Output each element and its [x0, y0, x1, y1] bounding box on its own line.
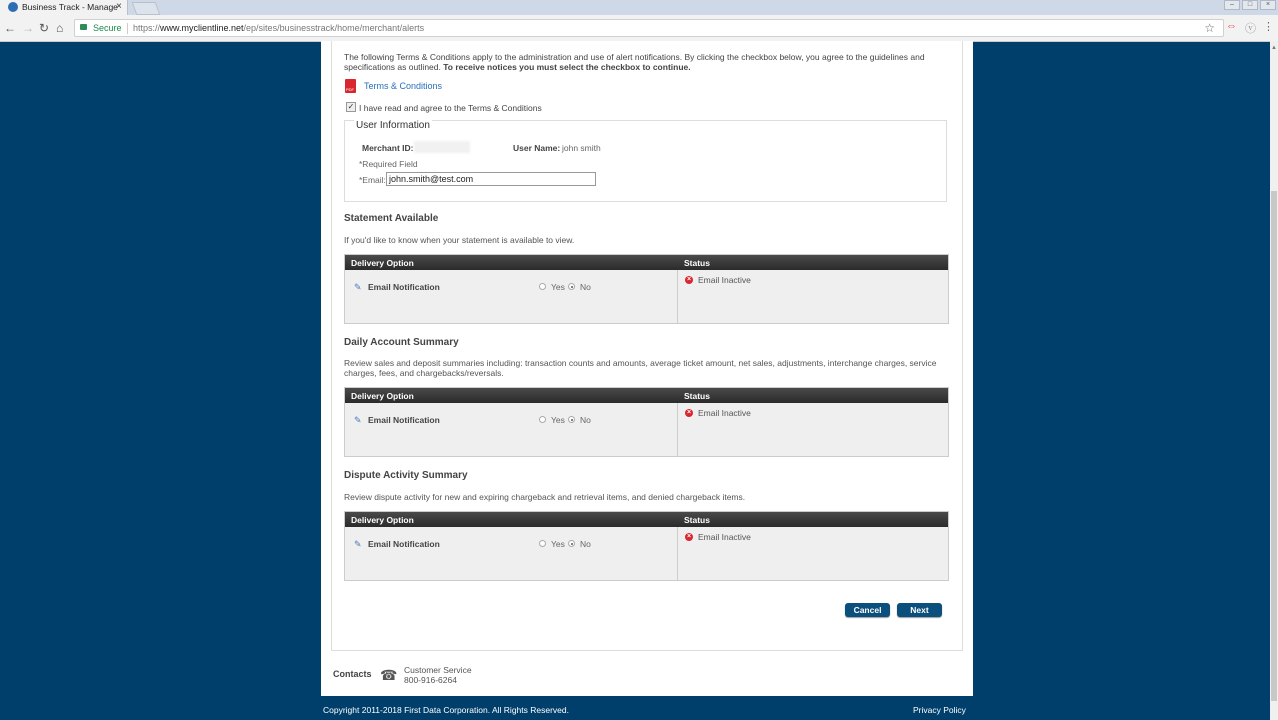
extension-icon[interactable]: ⇔ [1226, 20, 1237, 32]
cancel-button[interactable]: Cancel [845, 603, 890, 617]
yes-label: Yes [551, 415, 565, 425]
copyright-text: Copyright 2011-2018 First Data Corporation. All Rights Reserved. [323, 705, 569, 715]
yes-radio[interactable] [539, 416, 546, 423]
delivery-table-daily [344, 387, 949, 457]
table-header [345, 255, 948, 270]
divider [677, 270, 678, 324]
terms-link[interactable]: Terms & Conditions [364, 81, 443, 91]
browser-tab[interactable] [0, 0, 128, 15]
table-header [345, 388, 948, 403]
notification-icon: ✎ [354, 282, 362, 292]
status-header: Status [684, 391, 710, 401]
delivery-option-header: Delivery Option [351, 391, 414, 401]
new-tab-button[interactable] [132, 2, 161, 15]
error-x-icon: × [686, 409, 692, 416]
window-controls [1224, 0, 1276, 10]
back-arrow-icon[interactable]: ← [4, 21, 16, 35]
terms-intro: The following Terms & Conditions apply to the administration and use of alert notifications. By clicking the checkbox below, you agree to the guidelines and specifications as outlined. To receive notices you must select the checkbox to continue. [344, 52, 925, 72]
lock-icon [80, 24, 87, 30]
option-label: Email Notification [368, 415, 440, 425]
merchant-id-label: Merchant ID: [362, 143, 414, 153]
browser-tab-bar [0, 0, 1278, 15]
next-button[interactable]: Next [897, 603, 942, 617]
error-x-icon: × [686, 533, 692, 540]
close-window-icon[interactable]: × [1260, 0, 1276, 10]
notification-icon: ✎ [354, 539, 362, 549]
delivery-table-dispute [344, 511, 949, 581]
scroll-up-icon[interactable]: ▲ [1271, 45, 1277, 51]
scrollbar-thumb[interactable] [1271, 191, 1277, 701]
tab-close-icon[interactable]: × [116, 1, 122, 12]
no-label: No [580, 539, 591, 549]
browser-toolbar [0, 15, 1278, 42]
user-name-value: john smith [562, 143, 601, 153]
home-icon[interactable]: ⌂ [56, 21, 64, 35]
delivery-option-header: Delivery Option [351, 258, 414, 268]
no-label: No [580, 282, 591, 292]
user-information-box [344, 120, 947, 202]
delivery-option-header: Delivery Option [351, 515, 414, 525]
no-label: No [580, 415, 591, 425]
divider [677, 527, 678, 581]
menu-icon[interactable]: ⋮ [1263, 21, 1274, 33]
no-radio[interactable] [568, 283, 575, 290]
extension-v-icon[interactable]: ⓥ [1245, 23, 1256, 35]
user-information-legend: User Information [356, 120, 430, 131]
section-description: Review sales and deposit summaries including: transaction counts and amounts, average ticket amount, net sales, adjustments, interchange charges, service charges, fees, and chargebacks/reversals. [344, 358, 937, 378]
page-scrollbar[interactable] [1270, 41, 1278, 720]
pdf-icon [345, 79, 356, 93]
delivery-table-statement [344, 254, 949, 324]
forward-arrow-icon[interactable]: → [22, 21, 34, 35]
section-description: Review dispute activity for new and expiring chargeback and retrieval items, and denied chargeback items. [344, 492, 746, 502]
section-title: Dispute Activity Summary [344, 470, 468, 481]
merchant-id-value [414, 141, 470, 153]
maximize-icon[interactable]: □ [1242, 0, 1258, 10]
option-label: Email Notification [368, 539, 440, 549]
section-title: Daily Account Summary [344, 337, 459, 348]
bookmark-star-icon[interactable]: ☆ [1204, 21, 1215, 35]
customer-service-phone: 800-916-6264 [404, 675, 457, 685]
divider [127, 23, 128, 34]
error-x-icon: × [686, 276, 692, 283]
yes-label: Yes [551, 539, 565, 549]
contacts-label: Contacts [333, 669, 372, 679]
divider [677, 403, 678, 457]
phone-icon: ☎ [380, 667, 398, 683]
email-field[interactable]: john.smith@test.com [386, 172, 596, 186]
status-header: Status [684, 515, 710, 525]
table-header [345, 512, 948, 527]
status-header: Status [684, 258, 710, 268]
address-bar[interactable] [74, 19, 1224, 37]
minimize-icon[interactable]: – [1224, 0, 1240, 10]
customer-service-label: Customer Service [404, 665, 472, 675]
agree-label: I have read and agree to the Terms & Conditions [359, 103, 542, 113]
yes-radio[interactable] [539, 283, 546, 290]
user-name-label: User Name: [513, 143, 561, 153]
agree-checkbox[interactable]: ✓ [347, 102, 355, 111]
yes-radio[interactable] [539, 540, 546, 547]
section-title: Statement Available [344, 213, 439, 224]
status-text: Email Inactive [698, 275, 751, 285]
tab-title: Business Track - Manage [22, 2, 118, 12]
notification-icon: ✎ [354, 415, 362, 425]
status-text: Email Inactive [698, 532, 751, 542]
status-text: Email Inactive [698, 408, 751, 418]
email-label: *Email: [359, 175, 386, 185]
option-label: Email Notification [368, 282, 440, 292]
site-favicon-icon [8, 2, 18, 12]
no-radio[interactable] [568, 416, 575, 423]
reload-icon[interactable]: ↻ [39, 21, 50, 35]
secure-label: Secure [93, 23, 122, 33]
no-radio[interactable] [568, 540, 575, 547]
url-text: https://www.myclientline.net/ep/sites/businesstrack/home/merchant/alerts [133, 23, 425, 33]
required-note: *Required Field [359, 159, 418, 169]
section-description: If you'd like to know when your statement is available to view. [344, 235, 575, 245]
yes-label: Yes [551, 282, 565, 292]
privacy-policy-link[interactable]: Privacy Policy [913, 705, 966, 715]
